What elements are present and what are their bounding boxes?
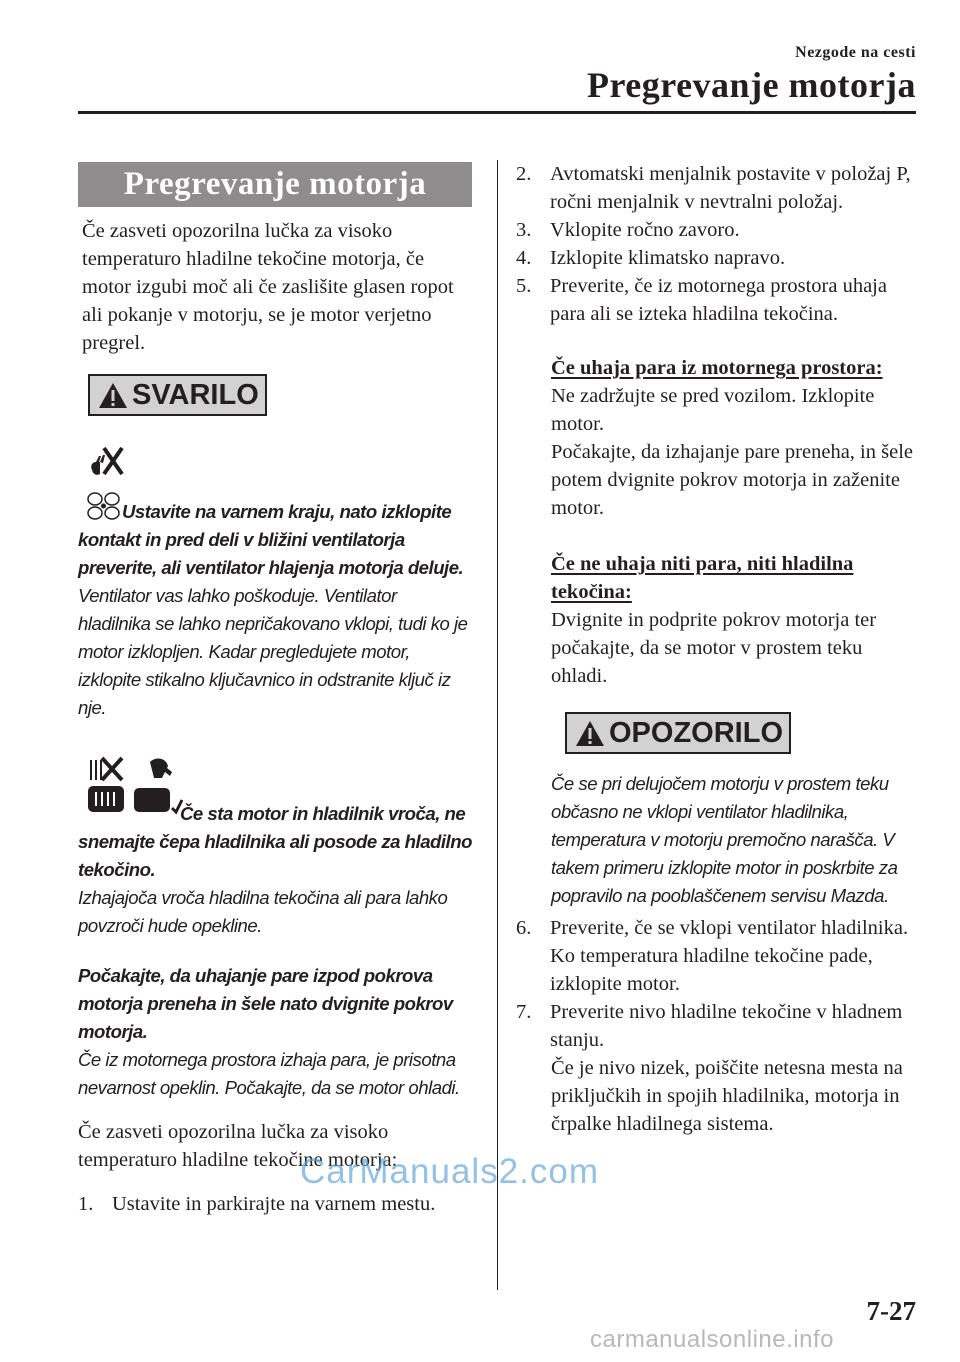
coolant-reservoir-icon <box>132 756 184 816</box>
intro-paragraph: Če zasveti opozorilna lučka za visoko temperaturo hladilne tekočine motorja, če motor izgubi moč ali če zaslišite glasen ropot ali pokanje v motorju, se je motor verjetno pregrel. <box>82 220 454 354</box>
section-title: Pregrevanje motorja <box>78 162 472 207</box>
step-number: 1. <box>78 1193 94 1215</box>
step-text: Izklopite klimatsko napravo. <box>550 247 786 269</box>
fan-warning-text: Ventilator vas lahko poškoduje. Ventilator hladilnika se lahko nepričakovano vklopi, tudi ko je motor izklopljen. Kadar pregledujete motor, izklopite stikalno ključavnico in odstranite ključ iz nje. <box>78 585 468 718</box>
cap-warning-icons <box>82 756 472 820</box>
no-steam-case-heading: Če ne uhaja niti para, niti hladilna tekočina: <box>551 553 854 603</box>
caution-badge-label: OPOZORILO <box>609 716 783 749</box>
step-text: Preverite, če iz motornega prostora uhaja para ali se izteka hladilna tekočina. <box>550 275 887 325</box>
step-item <box>516 244 918 272</box>
no-hand-fan-icon <box>86 444 126 484</box>
header-title: Pregrevanje motorja <box>586 65 916 105</box>
steam-case <box>551 354 918 522</box>
no-steam-case <box>551 550 918 690</box>
step-number: 3. <box>516 219 532 241</box>
steam-case-heading: Če uhaja para iz motornega prostora: <box>551 357 883 379</box>
cap-warning-bold: Če sta motor in hladilnik vroča, ne snemajte čepa hladilnika ali posode za hladilno tekočino. <box>78 803 472 880</box>
watermark-footer: carmanualsonline.info <box>590 1326 834 1353</box>
cap-warning <box>78 800 472 940</box>
step-item <box>516 272 918 328</box>
no-open-radiator-icon <box>86 756 126 816</box>
step-item <box>516 216 918 244</box>
step-number: 2. <box>516 163 532 185</box>
procedure-intro: Če zasveti opozorilna lučka za visoko temperaturo hladilne tekočine motorja: <box>78 1121 398 1171</box>
step-text: Preverite nivo hladilne tekočine v hladnem stanju. <box>550 1001 903 1051</box>
warning-triangle-icon <box>98 382 128 409</box>
step-list-right-a <box>516 160 918 328</box>
warning-badge <box>88 374 267 416</box>
step-text: Ustavite in parkirajte na varnem mestu. <box>112 1193 436 1215</box>
right-column <box>516 160 918 1138</box>
caution-badge <box>565 712 791 754</box>
step-item <box>516 998 918 1054</box>
step-text: Vklopite ročno zavoro. <box>550 219 740 241</box>
warning-badge-label: SVARILO <box>132 378 259 411</box>
steam-case-text-2: Počakajte, da izhajanje pare preneha, in šele potem dvignite pokrov motorja in zaženite motor. <box>551 441 913 519</box>
fan-icon <box>86 490 122 522</box>
steam-warning-text: Če iz motornega prostora izhaja para, je prisotna nevarnost opeklin. Počakajte, da se motor ohladi. <box>78 1049 460 1098</box>
step-item <box>516 160 918 216</box>
fan-warning-bold: Ustavite na varnem kraju, nato izklopite kontakt in pred deli v bližini ventilatorja preverite, ali ventilator hlajenja motorja deluje. <box>78 501 464 578</box>
page-number: 7-27 <box>866 1296 916 1326</box>
no-steam-case-text: Dvignite in podprite pokrov motorja ter počakajte, da se motor v prostem teku ohladi. <box>551 609 877 687</box>
column-divider <box>497 160 498 1290</box>
steam-case-text-1: Ne zadržujte se pred vozilom. Izklopite motor. <box>551 385 875 435</box>
step-text: Preverite, če se vklopi ventilator hladilnika. Ko temperatura hladilne tekočine pade, izklopite motor. <box>550 917 909 995</box>
step-number: 4. <box>516 247 532 269</box>
step-7-continuation: Če je nivo nizek, poiščite netesna mesta na priključkih in spojih hladilnika, motorja in črpalke hladilnega sistema. <box>551 1057 903 1135</box>
watermark-center: CarManuals2.com <box>300 1152 599 1191</box>
step-number: 5. <box>516 275 532 297</box>
step-text: Avtomatski menjalnik postavite v položaj P, ročni menjalnik v nevtralni položaj. <box>550 163 911 213</box>
left-column <box>78 160 472 1218</box>
steam-warning <box>78 962 472 1102</box>
step-number: 7. <box>516 1001 532 1023</box>
fan-warning-icons <box>82 444 472 526</box>
cap-warning-text: Izhajajoča vroča hladilna tekočina ali para lahko povzroči hude opekline. <box>78 887 448 936</box>
caution-text: Če se pri delujočem motorju v prostem teku občasno ne vklopi ventilator hladilnika, temperatura v motorju premočno narašča. V takem primeru izklopite motor in poskrbite za popravilo na pooblaščenem servisu Mazda. <box>551 773 898 906</box>
step-number: 6. <box>516 917 532 939</box>
header-rule <box>78 111 916 114</box>
caution-box <box>551 712 918 910</box>
steam-warning-bold: Počakajte, da uhajanje pare izpod pokrova motorja preneha in šele nato dvignite pokrov motorja. <box>78 965 453 1042</box>
step-item <box>78 1190 472 1218</box>
step-list-right-b <box>516 914 918 1054</box>
caution-triangle-icon <box>575 720 605 747</box>
step-list-left <box>78 1190 472 1218</box>
step-item <box>516 914 918 998</box>
section-label: Nezgode na cesti <box>795 44 916 61</box>
fan-warning <box>78 498 472 722</box>
